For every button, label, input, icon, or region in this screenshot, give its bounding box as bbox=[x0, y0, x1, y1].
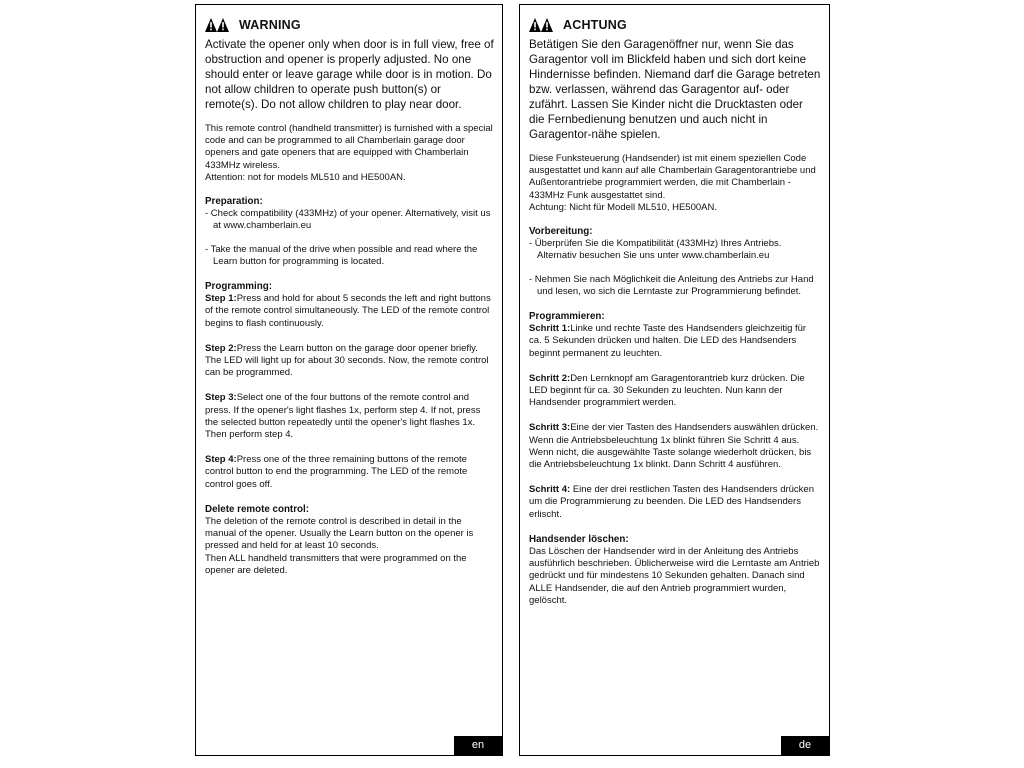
programming-step bbox=[205, 454, 494, 491]
step-text: Press the Learn button on the garage door opener briefly. The LED will light up for about 30 seconds. Now, the remote control can be programmed. bbox=[205, 342, 489, 379]
programming-step bbox=[205, 392, 494, 441]
programming-step bbox=[205, 343, 494, 380]
step-text: Select one of the four buttons of the remote control and press. If the opener's light flashes 1x, perform step 4. If not, press the selected button repeatedly until the opener's light flashes 1x. Then perform step 4. bbox=[205, 392, 481, 441]
step-label: Schritt 2: bbox=[529, 372, 571, 384]
step-label: Step 2: bbox=[205, 342, 237, 354]
programming-step bbox=[529, 373, 821, 410]
step-label: Step 1: bbox=[205, 293, 237, 305]
preparation-title: Vorbereitung: bbox=[529, 226, 593, 238]
warning-title: ACHTUNG bbox=[563, 18, 627, 32]
delete-text: The deletion of the remote control is described in detail in the manual of the opener. Usually the Learn button on the opener is pressed and held for at least 10 seconds. bbox=[205, 516, 474, 552]
warning-text: Betätigen Sie den Garagenöffner nur, wenn Sie das Garagentor voll im Blickfeld haben und sich dort keine Hindernisse befinden. Niemand darf die Garage betreten bzw. verlassen, während das Garagentor auf- oder zufährt. Lassen Sie Kinder nicht die Drucktasten oder die Fernbedienung benutzen und auch nicht in Garagentor-nähe spielen. bbox=[529, 38, 821, 141]
page-content bbox=[529, 17, 821, 607]
programming-step bbox=[529, 422, 821, 471]
preparation-title: Preparation: bbox=[205, 196, 263, 208]
delete-title: Delete remote control: bbox=[205, 503, 309, 515]
preparation-item: - Überprüfen Sie die Kompatibilität (433MHz) Ihres Antriebs. Alternativ besuchen Sie uns unter www.chamberlain.eu bbox=[529, 238, 782, 262]
programming-step bbox=[205, 293, 494, 330]
programming-title: Programming: bbox=[205, 281, 272, 293]
delete-text-2: Then ALL handheld transmitters that were programmed on the opener are deleted. bbox=[205, 552, 467, 576]
manual-page-german bbox=[519, 4, 830, 756]
step-label: Schritt 3: bbox=[529, 422, 571, 434]
intro-text: Diese Funksteuerung (Handsender) ist mit einem speziellen Code ausgestattet und kann auf alle Chamberlain Garagentorantriebe und Außentorantriebe programmiert werden, die mit Chamberlain - 433MHz Funk ausgestattet sind. bbox=[529, 153, 816, 201]
warning-triangle-icon bbox=[529, 18, 555, 32]
attention-text: Achtung: Nicht für Modell ML510, HE500AN. bbox=[529, 201, 717, 213]
step-label: Step 4: bbox=[205, 454, 237, 466]
delete-text: Das Löschen der Handsender wird in der Anleitung des Antriebs ausführlich beschrieben. Üblicherweise wird die Lerntaste am Antrieb gedrückt und für mindestens 10 Sekunden gehalten. Danach sind ALLE Handsender, die auf den Antrieb programmiert wurden, gelöscht. bbox=[529, 546, 820, 606]
page-content bbox=[205, 17, 494, 577]
language-tab-de: de bbox=[781, 736, 829, 755]
attention-text: Attention: not for models ML510 and HE500AN. bbox=[205, 171, 406, 183]
preparation-item: - Nehmen Sie nach Möglichkeit die Anleitung des Antriebs zur Hand und lesen, wo sich die Lerntaste zur Programmierung befindet. bbox=[529, 273, 814, 297]
delete-title: Handsender löschen: bbox=[529, 533, 629, 545]
programming-step bbox=[529, 484, 821, 521]
step-text: Linke und rechte Taste des Handsenders gleichzeitig für ca. 5 Sekunden drücken und halten. Die LED des Handsenders beginnt permanent zu leuchten. bbox=[529, 323, 807, 359]
step-label: Schritt 4: bbox=[529, 484, 571, 496]
preparation-item: - Check compatibility (433MHz) of your opener. Alternatively, visit us at www.chamberlain.eu bbox=[205, 208, 491, 232]
step-text: Press and hold for about 5 seconds the left and right buttons of the remote control simultaneously. The LED of the remote control begins to flash continuously. bbox=[205, 293, 491, 329]
step-label: Schritt 1: bbox=[529, 323, 571, 335]
intro-text: This remote control (handheld transmitter) is furnished with a special code and can be programmed to all Chamberlain garage door openers and gate openers that are equipped with Chamberlain 433MHz wireless. bbox=[205, 123, 493, 171]
warning-text: Activate the opener only when door is in full view, free of obstruction and opener is properly adjusted. No one should enter or leave garage while door is in motion. Do not allow children to operate push button(s) or remote(s). Do not allow children to play near door. bbox=[205, 38, 494, 111]
warning-header bbox=[529, 17, 821, 33]
step-label: Step 3: bbox=[205, 392, 237, 404]
step-text: Eine der vier Tasten des Handsenders auswählen drücken. Wenn die Antriebsbeleuchtung 1x blinkt führen Sie Schritt 4 aus. Wenn nicht, die ausgewählte Taste solange wiederholt drücken, bis die Antriebsbeleuchtung 1x blinkt. Dann Schritt 4 ausführen. bbox=[529, 422, 819, 471]
warning-triangle-icon bbox=[205, 18, 231, 32]
step-text: Press one of the three remaining buttons of the remote control button to end the programming. The LED of the remote control goes off. bbox=[205, 454, 468, 490]
preparation-item: - Take the manual of the drive when possible and read where the Learn button for programming is located. bbox=[205, 243, 478, 267]
warning-header bbox=[205, 17, 494, 33]
language-tab-en: en bbox=[454, 736, 502, 755]
step-text: Eine der drei restlichen Tasten des Handsenders drücken um die Programmierung zu beenden. Die LED des Handsenders erlischt. bbox=[529, 484, 814, 520]
warning-title: WARNING bbox=[239, 18, 301, 32]
programming-title: Programmieren: bbox=[529, 311, 605, 323]
step-text: Den Lernknopf am Garagentorantrieb kurz drücken. Die LED beginnt für ca. 30 Sekunden zu leuchten. Nun kann der Handsender programmiert werden. bbox=[529, 372, 805, 409]
programming-step bbox=[529, 323, 821, 360]
manual-page-english bbox=[195, 4, 503, 756]
